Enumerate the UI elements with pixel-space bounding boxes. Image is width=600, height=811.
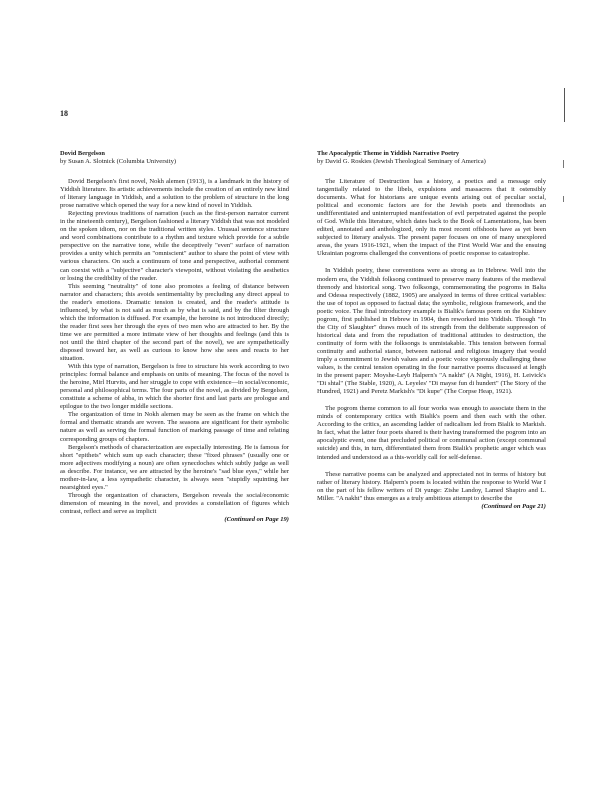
continued-note: (Continued on Page 19) bbox=[224, 515, 289, 523]
paragraph: This seeming "neutrality" of tone also promotes a feeling of distance between narrator and characters; this avoids sentimentality by precluding any direct appeal to the reader's emotions. Dramatic tension is created, and the reader's attitude is influenced, by what is not said as much as by what is said, and by the filter through which the information is diffused. For example, the heroine is not introduced directly; the reader first sees her through the eyes of two men who are attracted to her. By the time we are permitted a more intimate view of her thoughts and feelings (and this is not until the third chapter of the second part of the novel), we are sympathetically disposed toward her, as well as curious to know how she sees and reacts to her situation. bbox=[60, 282, 289, 363]
continued-note: (Continued on Page 21) bbox=[481, 502, 546, 510]
article-byline: by David G. Roskies (Jewish Theological Seminary of America) bbox=[317, 158, 486, 165]
paragraph: Through the organization of characters, Bergelson reveals the social/economic dimension of meaning in the novel, and provides a constellation of figures which contrast, reflect and serve as implicit bbox=[60, 491, 289, 515]
article-title: Dovid Bergelson bbox=[60, 150, 105, 157]
paragraph: Bergelson's methods of characterization are especially interesting. He is famous for short "epithets" which sum up each character; these "fixed phrases" (usually one or more adjectives modifying a noun) are often synecdoches which subtly judge as well as describe. For instance, we are attracted by the heroine's "sad blue eyes," while her mother-in-law, a less sympathetic character, is always seen "stupidly squinting her nearsighted eyes." bbox=[60, 443, 289, 491]
right-article bbox=[317, 150, 546, 511]
paragraph: Rejecting previous traditions of narration (such as the first-person narrator current in the nineteenth century), Bergelson fashioned a literary Yiddish that was not modeled on the spoken idiom, nor on the traditional written styles. Unusual sentence structure and word combinations contribute to a rhythm and texture which provide for a subtle perspective on the narrative tone, while the deceptively "even" surface of narration provides a unity which permits an "omniscient" author to share the point of view with various characters. On such a continuum of tone and perspective, authorial comment can coexist with a "subjective" character's viewpoint, without violating the aesthetics or losing the credibility of the reader. bbox=[60, 210, 289, 282]
margin-tick bbox=[563, 196, 564, 202]
paragraph: The organization of time in Nokh alemen may be seen as the frame on which the formal and thematic strands are woven. The seasons are significant for their symbolic nature as well as serving the formal function of marking passage of time and relating corresponding groups of chapters. bbox=[60, 411, 289, 443]
margin-tick bbox=[563, 160, 564, 168]
paragraph: Dovid Bergelson's first novel, Nokh alemen (1913), is a landmark in the history of Yiddish literature. Its artistic achievements include the creation of an entirely new kind of literary language in Yiddish, and a solution to the problem of structure in the long prose narrative which opened the way for a new kind of novel in Yiddish. bbox=[60, 178, 289, 210]
paragraph: These narrative poems can be analyzed and appreciated not in terms of history but rather of literary history. Halpern's poem is located within the response to World War I on the part of his fellow writers of Di yunge: Zishe Landoy, Lamed Shapiro and L. Miller. "A nakht" thus emerges as a truly ambitious attempt to describe the bbox=[317, 470, 546, 502]
page-number: 18 bbox=[60, 109, 68, 118]
margin-rule bbox=[564, 88, 565, 122]
paragraph: The Literature of Destruction has a history, a poetics and a message only tangentially related to the libels, expulsions and massacres that it ostensibly documents. What for historians are unique events arising out of peculiar social, political and economic factors are for the Jewish poets and threnodists an undifferentiated and uninterrupted manifestation of evil perpetrated against the people of God. While this literature, which dates back to the Book of Lamentations, has been edited, annotated and anthologized, only its most recent offshoots have as yet been subjected to literary analysis. The present paper focuses on one of many unexplored areas, the years 1916-1921, when the impact of the First World War and the ensuing Ukrainian pogroms challenged the conventions of poetic response to catastrophe. bbox=[317, 178, 546, 258]
left-article bbox=[60, 150, 289, 524]
article-byline: by Susan A. Slotnick (Columbia University) bbox=[60, 158, 177, 165]
paragraph: In Yiddish poetry, these conventions were as strong as in Hebrew. Well into the modern era, the Yiddish folksong continued to preserve many features of the medieval threnody and historical song. Two folksongs, commemorating the pogroms in Balta and Odessa respectively (1882, 1905) are analyzed in terms of three critical variables: the use of topoi as opposed to factual data; the symbolic, religious framework, and the poetic voice. The final introductory example is Bialik's famous poem on the Kishinev pogrom, first published in Hebrew in 1904, then reworked into Yiddish. Though "In the City of Slaughter" draws much of its strength from the deliberate suppression of historical data and from the repudiation of traditional attitudes to destruction, the continuity of form with the folksongs is unmistakable. This tension between formal continuity and authorial stance, between national and religious imagery that would imply a commitment to Jewish values and a poetic voice vigorously challenging these values, is the central tension operating in the four narrative poems discussed at length in the present paper: Moyshe-Leyb Halpern's "A nakht" (A Night, 1916), H. Leivick's "Di shtal" (The Stable, 1920), A. Leyeles' "Di mayse fun di hundert" (The Story of the Hundred, 1921) and Peretz Markish's "Di kupe" (The Corpse Heap, 1921). bbox=[317, 267, 546, 396]
paragraph: With this type of narration, Bergelson is free to structure his work according to two principles: formal balance and emphasis on units of meaning. The focus of the novel is the heroine, Mirl Hurvits, and her struggle to cope with existence—in social/economic, personal and philosophical terms. The four parts of the novel, as divided by Bergelson, constitute a scheme of abba, in which the shorter first and last parts are prologue and epilogue to the two longer middle sections. bbox=[60, 363, 289, 411]
paragraph: The pogrom theme common to all four works was enough to associate them in the minds of contemporary critics with Bialik's poem and then each with the other. According to the critics, an ascending ladder of radicalism led from Bialik to Markish. In fact, what the latter four poets shared is their having transformed the pogrom into an apocalyptic event, one that precluded political or communal action (except communal suicide) and this, in turn, differentiated them from Bialik's prophetic anger which was intended and understood as a this-worldly call for self-defense. bbox=[317, 405, 546, 461]
article-title: The Apocalyptic Theme in Yiddish Narrative Poetry bbox=[317, 150, 460, 157]
